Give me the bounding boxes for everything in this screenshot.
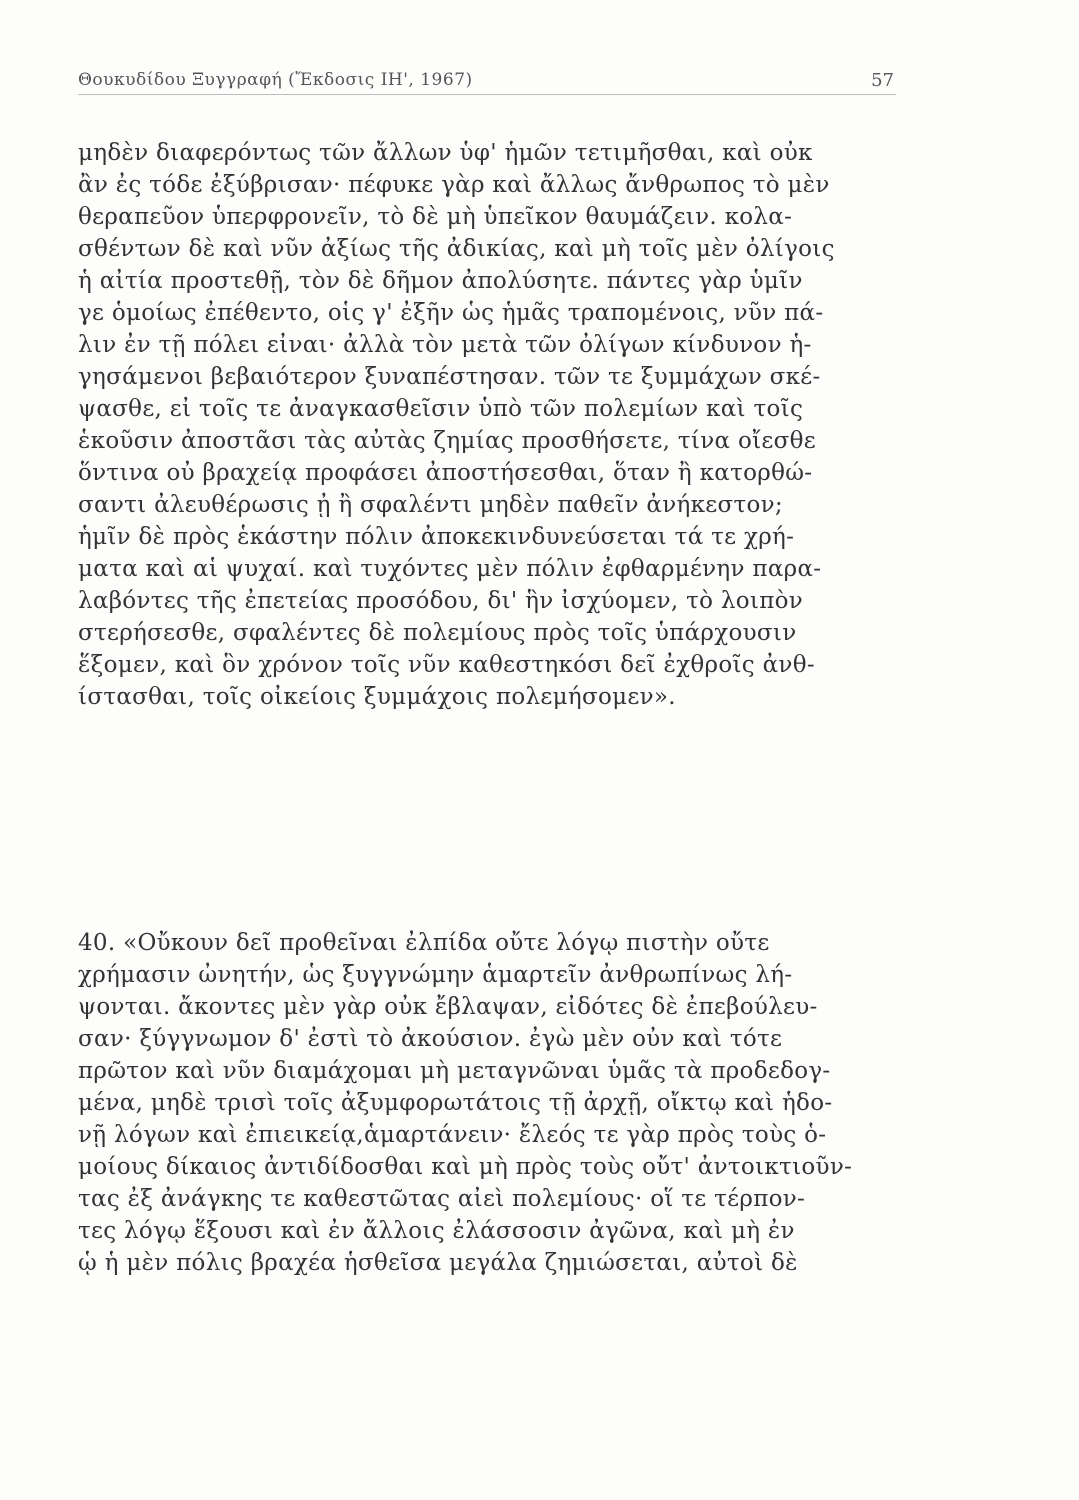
text-line: ὅντινα οὐ βραχείᾳ προφάσει ἀποστήσεσθαι, ὅταν ἢ κατορθώ- <box>78 460 813 486</box>
text-line: ᾧ ἡ μὲν πόλις βραχέα ἡσθεῖσα μεγάλα ζημιώσεται, αὐτοὶ δὲ <box>78 1250 798 1276</box>
text-line: ἡ αἰτία προστεθῇ, τὸν δὲ δῆμον ἀπολύσητε. πάντες γὰρ ὑμῖν <box>78 268 803 294</box>
text-line: θεραπεῦον ὑπερφρονεῖν, τὸ δὲ μὴ ὑπεῖκον θαυμάζειν. κολα- <box>78 204 793 230</box>
text-line: νῇ λόγων καὶ ἐπιεικείᾳ,ἁμαρτάνειν· ἔλεός τε γὰρ πρὸς τοὺς ὁ- <box>78 1122 827 1148</box>
running-header-title: Θουκυδίδου Ξυγγραφή (Ἔκδοσις ΙΗ', 1967) <box>78 70 473 90</box>
text-line: τας ἐξ ἀνάγκης τε καθεστῶτας αἰεὶ πολεμίους· οἵ τε τέρπον- <box>78 1186 806 1212</box>
text-line: ἑκοῦσιν ἀποστᾶσι τὰς αὐτὰς ζημίας προσθήσετε, τίνα οἴεσθε <box>78 428 816 454</box>
text-line: πρῶτον καὶ νῦν διαμάχομαι μὴ μεταγνῶναι ὑμᾶς τὰ προδεδογ- <box>78 1058 831 1084</box>
text-line: σθέντων δὲ καὶ νῦν ἀξίως τῆς ἀδικίας, καὶ μὴ τοῖς μὲν ὀλίγοις <box>78 236 835 262</box>
text-line: λιν ἐν τῇ πόλει εἶναι· ἀλλὰ τὸν μετὰ τῶν ὀλίγων κίνδυνον ἡ- <box>78 332 812 358</box>
text-line: ψασθε, εἰ τοῖς τε ἀναγκασθεῖσιν ὑπὸ τῶν πολεμίων καὶ τοῖς <box>78 396 804 422</box>
running-header <box>78 64 896 95</box>
text-line: ψονται. ἄκοντες μὲν γὰρ οὐκ ἔβλαψαν, εἰδότες δὲ ἐπεβούλευ- <box>78 994 818 1020</box>
text-line: γησάμενοι βεβαιότερον ξυναπέστησαν. τῶν τε ξυμμάχων σκέ- <box>78 364 821 390</box>
text-line: σαντι ἀλευθέρωσις ᾖ ἢ σφαλέντι μηδὲν παθεῖν ἀνήκεστον; <box>78 492 783 518</box>
text-line: ματα καὶ αἱ ψυχαί. καὶ τυχόντες μὲν πόλιν ἐφθαρμένην παρα- <box>78 556 822 582</box>
text-line: ἕξομεν, καὶ ὃν χρόνον τοῖς νῦν καθεστηκόσι δεῖ ἐχθροῖς ἀνθ- <box>78 652 815 678</box>
text-line: μένα, μηδὲ τρισὶ τοῖς ἀξυμφορωτάτοις τῇ ἀρχῇ, οἴκτῳ καὶ ἡδο- <box>78 1090 833 1116</box>
text-line: μηδὲν διαφερόντως τῶν ἄλλων ὑφ' ἡμῶν τετιμῆσθαι, καὶ οὐκ <box>78 140 813 166</box>
text-line: σαν· ξύγγνωμον δ' ἐστὶ τὸ ἀκούσιον. ἐγὼ μὲν οὖν καὶ τότε <box>78 1026 783 1052</box>
text-line: λαβόντες τῆς ἐπετείας προσόδου, δι' ἣν ἰσχύομεν, τὸ λοιπὸν <box>78 588 804 614</box>
text-line: μοίους δίκαιος ἀντιδίδοσθαι καὶ μὴ πρὸς τοὺς οὔτ' ἀντοικτιοῦν- <box>78 1154 853 1180</box>
text-line: τες λόγῳ ἕξουσι καὶ ἐν ἄλλοις ἐλάσσοσιν ἀγῶνα, καὶ μὴ ἐν <box>78 1218 795 1244</box>
text-line: γε ὁμοίως ἐπέθεντο, οἷς γ' ἐξῆν ὡς ἡμᾶς τραπομένοις, νῦν πά- <box>78 300 824 326</box>
paragraph-40 <box>78 930 908 1282</box>
paragraph-39-end <box>78 140 908 716</box>
text-line: χρήμασιν ὠνητήν, ὡς ξυγγνώμην ἁμαρτεῖν ἀνθρωπίνως λή- <box>78 962 793 988</box>
text-line: ἂν ἐς τόδε ἐξύβρισαν· πέφυκε γὰρ καὶ ἄλλως ἄνθρωπος τὸ μὲν <box>78 172 830 198</box>
text-line: ίστασθαι, τοῖς οἰκείοις ξυμμάχοις πολεμήσομεν». <box>78 684 676 710</box>
text-line: 40. «Οὔκουν δεῖ προθεῖναι ἐλπίδα οὔτε λόγῳ πιστὴν οὔτε <box>78 930 770 956</box>
text-line: στερήσεσθε, σφαλέντες δὲ πολεμίους πρὸς τοῖς ὑπάρχουσιν <box>78 620 797 646</box>
page-number: 57 <box>871 70 894 91</box>
text-line: ἡμῖν δὲ πρὸς ἑκάστην πόλιν ἀποκεκινδυνεύσεται τά τε χρή- <box>78 524 795 550</box>
